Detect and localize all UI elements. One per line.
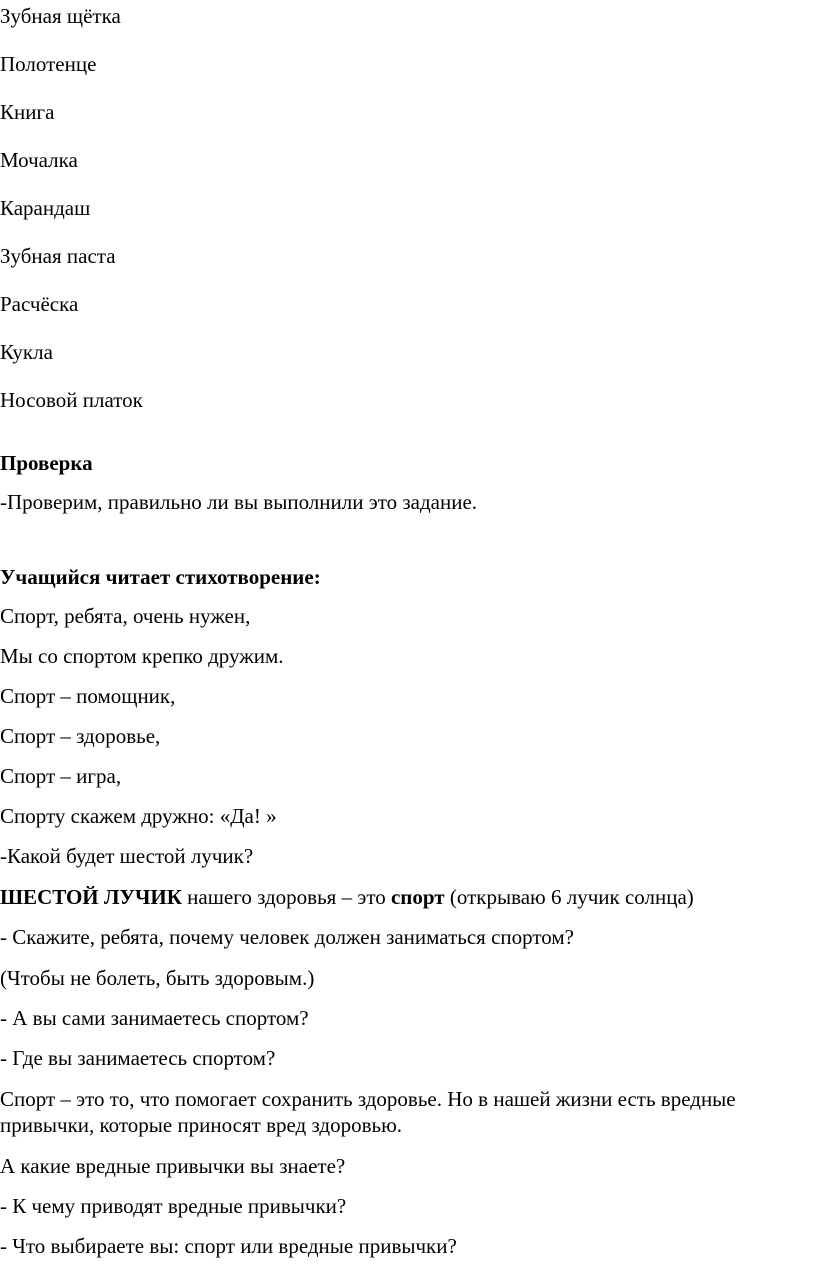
list-item: Полотенце [0, 52, 97, 76]
list-item: Носовой платок [0, 388, 143, 412]
sport-paragraph: Спорт – это то, что помогает сохранить здоровье. Но в нашей жизни есть вредные привычки, которые приносят вред здоровью. [0, 1087, 736, 1137]
list-item: Книга [0, 100, 55, 124]
dialog-line: (Чтобы не болеть, быть здоровым.) [0, 966, 315, 990]
poem-line: Мы со спортом крепко дружим. [0, 644, 284, 668]
list-item: Кукла [0, 340, 53, 364]
dialog-line: - Скажите, ребята, почему человек должен заниматься спортом? [0, 925, 574, 949]
final-question: А какие вредные привычки вы знаете? [0, 1154, 346, 1178]
sixth-ray-bold: ШЕСТОЙ ЛУЧИК [0, 885, 182, 909]
list-item: Зубная щётка [0, 4, 121, 28]
check-heading-text: Проверка [0, 451, 93, 475]
list-item: Расчёска [0, 292, 79, 316]
sixth-ray-line [0, 884, 694, 910]
poem-line: Спорт, ребята, очень нужен, [0, 604, 251, 628]
ray-question: -Какой будет шестой лучик? [0, 844, 254, 868]
poem-line: Спорт – здоровье, [0, 724, 161, 748]
check-heading [0, 450, 93, 476]
poem-heading [0, 564, 321, 590]
poem-line: Спорту скажем дружно: «Да! » [0, 804, 277, 828]
sport-bold: спорт [390, 885, 445, 909]
final-question: - Что выбираете вы: спорт или вредные привычки? [0, 1234, 457, 1258]
final-question: - К чему приводят вредные привычки? [0, 1194, 347, 1218]
poem-line: Спорт – игра, [0, 764, 122, 788]
poem-line: Спорт – помощник, [0, 684, 176, 708]
check-text: -Проверим, правильно ли вы выполнили это задание. [0, 490, 478, 514]
list-item: Мочалка [0, 148, 78, 172]
list-item: Зубная паста [0, 244, 116, 268]
dialog-line: - Где вы занимаетесь спортом? [0, 1046, 276, 1070]
dialog-line: - А вы сами занимаетесь спортом? [0, 1006, 309, 1030]
poem-heading-text: Учащийся читает стихотворение: [0, 565, 321, 589]
list-item: Карандаш [0, 196, 91, 220]
sixth-ray-text: нашего здоровья – это [181, 885, 391, 909]
sixth-ray-text-2: (открываю 6 лучик солнца) [444, 885, 694, 909]
